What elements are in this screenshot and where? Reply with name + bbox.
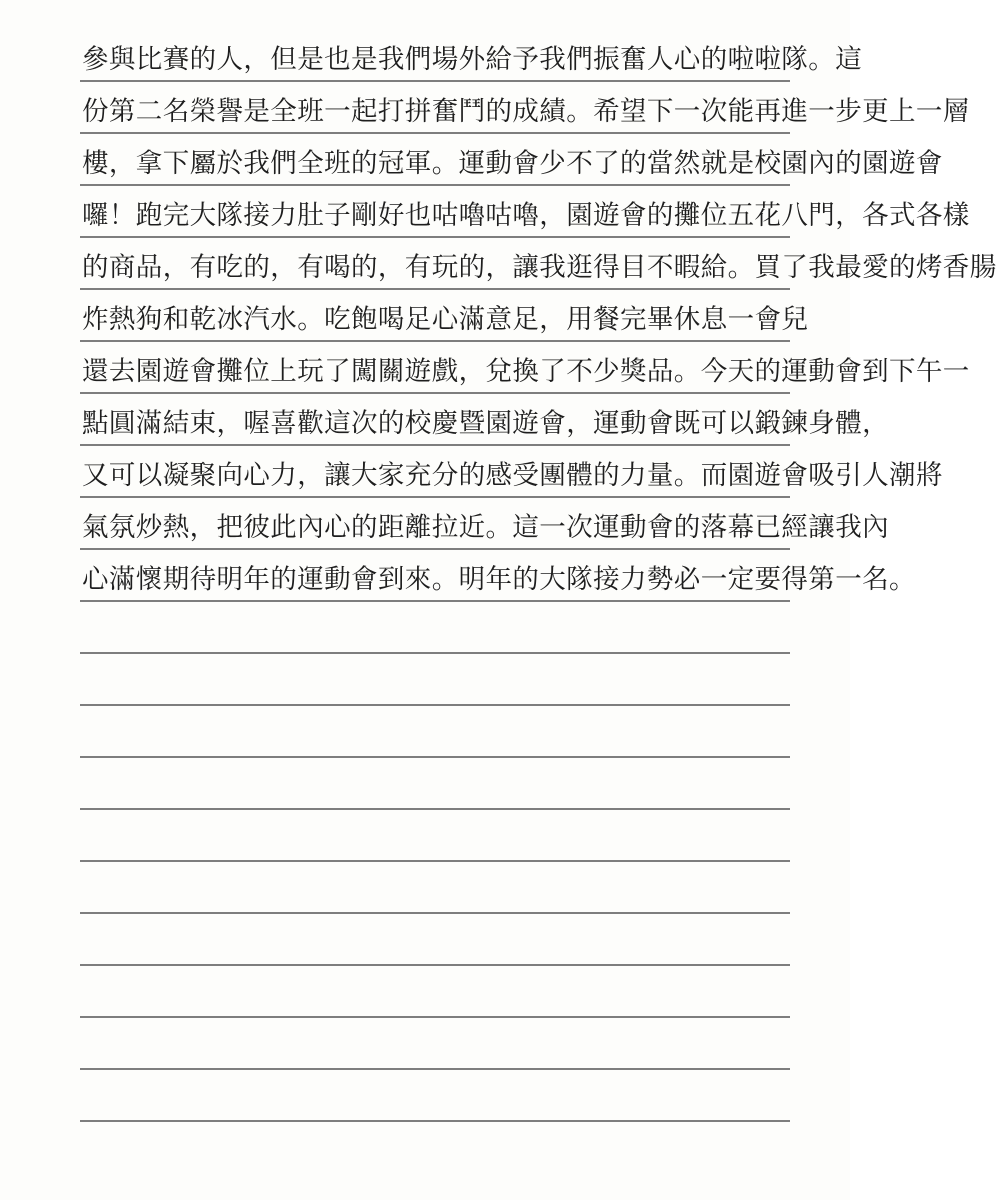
text-line	[82, 94, 970, 134]
handwritten-line-2: 份第二名榮譽是全班一起打拼奮鬥的成績。希望下一次能再進一步更上一層	[82, 96, 970, 127]
text-line	[82, 146, 943, 186]
handwritten-line-11: 心滿懷期待明年的運動會到來。明年的大隊接力勢必一定要得第一名。	[82, 564, 916, 595]
text-line	[82, 562, 916, 602]
handwritten-line-7: 還去園遊會攤位上玩了闖關遊戲，兌換了不少獎品。今天的運動會到下午一	[82, 356, 970, 387]
text-line	[82, 302, 809, 342]
text-line	[82, 458, 943, 498]
text-line	[82, 354, 970, 394]
text-line	[82, 510, 889, 550]
handwritten-line-6: 炸熱狗和乾冰汽水。吃飽喝足心滿意足，用餐完畢休息一會兒	[82, 304, 809, 335]
text-line	[82, 406, 889, 446]
handwritten-line-9: 又可以凝聚向心力，讓大家充分的感受團體的力量。而園遊會吸引人潮將	[82, 460, 943, 491]
text-line	[82, 250, 997, 290]
handwritten-line-5: 的商品，有吃的，有喝的，有玩的，讓我逛得目不暇給。買了我最愛的烤香腸	[82, 252, 997, 283]
handwritten-line-3: 樓，拿下屬於我們全班的冠軍。運動會少不了的當然就是校園內的園遊會	[82, 148, 943, 179]
handwritten-line-8: 點圓滿結束，喔喜歡這次的校慶暨園遊會，運動會既可以鍛鍊身體，	[82, 408, 889, 439]
text-line	[82, 42, 863, 82]
handwritten-line-10: 氣氛炒熱，把彼此內心的距離拉近。這一次運動會的落幕已經讓我內	[82, 512, 889, 543]
handwritten-line-4: 囉！跑完大隊接力肚子剛好也咕嚕咕嚕，園遊會的攤位五花八門，各式各樣	[82, 200, 970, 231]
text-line	[82, 198, 970, 238]
handwritten-line-1: 參與比賽的人，但是也是我們場外給予我們振奮人心的啦啦隊。這	[82, 44, 863, 75]
